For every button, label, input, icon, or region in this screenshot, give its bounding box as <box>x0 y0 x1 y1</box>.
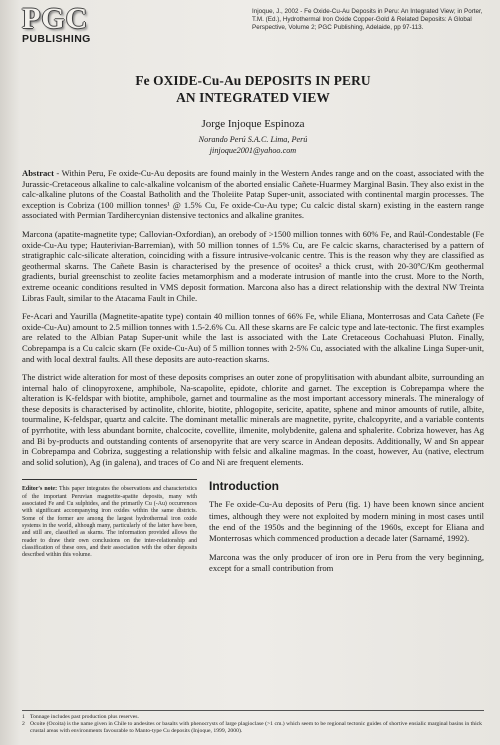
abstract-label: Abstract <box>22 168 54 178</box>
left-column <box>22 479 197 574</box>
footnote <box>22 721 484 735</box>
footnote-text: Ocoite (Ocoita) is the name given in Chile to andesites or basalts with phenocrysts of large plagioclase (>1 cm.) which seem to be regional tectonic guides of shortive ensialic marginal basins in thick crustal areas with environments favourable to Manto-type Cu deposits (Injoque, 1999, 2000). <box>30 721 483 734</box>
author-email[interactable]: jinjoque2001@yahoo.com <box>209 145 297 155</box>
author-affiliation <box>22 135 484 156</box>
title-line-2: AN INTEGRATED VIEW <box>176 90 330 105</box>
affiliation-org: Norando Perú S.A.C. Lima, Perú <box>198 135 308 144</box>
paper-title <box>22 72 484 106</box>
introduction-paragraph-2: Marcona was the only producer of iron ore in Peru from the very beginning, except for a small contribution from <box>209 552 484 574</box>
author-name: Jorge Injoque Espinoza <box>201 118 305 130</box>
footnote-number: 1 <box>22 714 25 720</box>
citation-block: Injoque, J., 2002 - Fe Oxide-Cu-Au Deposits in Peru: An Integrated View; in Porter, T.M. (Ed.), Hydrothermal Iron Oxide Copper-Gold & Related Deposits: A Global Perspective, Volume 2; PGC Publishing, Adelaide, pp 97-113. <box>252 8 483 32</box>
publisher-logo <box>22 2 112 45</box>
abstract-paragraph-3: The district wide alteration for most of these deposits comprises an outer zone of propylitisation with abundant albite, surrounding an internal halo of clinopyroxene, amphibole, Na-scapolite, epidote, chlorite and garnet. The exception is Cobrepampa where the alteration is K-feldspar with biotite, amphibole, garnet and tourmaline as the most important accessory minerals. The mineralogy of these deposits is characterised by actinolite, chlorite, biotite, phlogopite, sericite, apatite, sphene and minor amounts of rutile, albite, tourmaline, K-feldspar, quartz and calcite. The dominant metallic minerals are magnetite, pyrite, chalcopyrite, and a variable contents of pyrrhotite, with less abundant bornite, chalcocite, covellite, ilmenite, molybdenite, galena and sphalerite. Cobriza however, has Ag and Bi by-products and outstanding contents of arsenopyrite that are very scarce in Andean deposits. Additionally, W and Sn appear in Cobrepampa and Cobriza, suggesting a relationship with felsic and alkaline magmas. In the coast, however, Au (native, electrum and solid solution), Ag (in galena), and traces of Co and Ni are frequent elements. <box>22 372 484 467</box>
editors-note <box>22 479 197 559</box>
introduction-paragraph-1: The Fe oxide-Cu-Au deposits of Peru (fig. 1) have been known since ancient times, although they were not exploited by modern mining in most cases until the end of the 1950s and the beginning of the 1960s, except for Eliana and Monterrosas which commenced production a decade later (Sarnamé, 1992). <box>209 499 484 544</box>
title-line-1: Fe OXIDE-Cu-Au DEPOSITS IN PERU <box>135 73 371 88</box>
logo-wordmark: PUBLISHING <box>22 33 91 45</box>
abstract-paragraph-2: Fe-Acari and Yaurilla (Magnetite-apatite type) contain 40 million tonnes of 66% Fe, while Eliana, Monterrosas and Cata Cañete (Fe oxide-Cu-Au) amount to 2.5 million tonnes with 1.5-2.6% Cu. All these skarns are Fe calcic type and late-tectonic. The first examples are related to the Albian Patap Super-unit while the last is associated with the Late Cretaceous Cochahuasi Pluton. Finally, Cobrepampa is a Cu calcic skarn (Fe oxide-Cu-Au) of 5 million tonnes with 2-5% Cu, associated with the alkaline Linga Super-unit, and with local dextral faults. All these deposits are auto-reaction skarns. <box>22 311 484 364</box>
abstract-text: - Within Peru, Fe oxide-Cu-Au deposits are found mainly in the Western Andes range and on the coast, associated with the Jurassic-Cretaceous alkaline to calc-alkaline volcanism of the aborted ensialic Cañete-Huarmey Marginal Basin. They also exist in the calc-alkaline plutons of the Coastal Batholith and the Tholeiite Patap Super-unit, associated with continental margin processes. The exception is Cobriza (100 million tonnes¹ @ 1.5% Cu, Fe oxide-Cu-Au type; Cu calcic distal skarn) existing in the eastern range associated with Permian Tardihercynian distensive tectonics and alkaline granites. <box>22 168 484 221</box>
introduction-heading: Introduction <box>209 479 279 494</box>
editors-note-label: Editor's note: <box>22 486 58 493</box>
footnote-number: 2 <box>22 721 25 727</box>
footnote-text: Tonnage includes past production plus reserves. <box>30 714 139 720</box>
logo-mark: PGC <box>22 2 89 35</box>
footnote <box>22 714 484 721</box>
abstract-paragraph-1: Marcona (apatite-magnetite type; Callovian-Oxfordian), an orebody of >1500 million tonnes with 60% Fe, and Raúl-Condestable (Fe oxide-Cu-Au type; Hauterivian-Barremian), with 50 million tonnes of 1.5% Cu, are Fe calcic skarns, characterised by a pattern of stratigraphic calc-silicate alteration, coinciding with a fissure intrusive-volcanic centre. This is the reason why they are classified as geothermal skarns. The Cañete Basin is characterised by the presence of ocoites² a thick crust, with 20-30ºC/Km geothermal gradients, burial greenschist to zeolite facies metamorphism and a moderate intrusion of mantle into the crust. More to the North, extreme oceanic conditions resulted in VMS deposit formation. Marcona also has a direct relationship with the dextral NW Treinta Libras Fault, similar to the Atacama Fault in Chile. <box>22 228 484 303</box>
editors-note-text: This paper integrates the observations and characteristics of the important Peruvian magnetite-apatite deposits, many with associated Fe and Cu sulphides, and the primarily Cu (-Au) occurrences with significant accompanying iron oxides within the same districts. Some of the former are among the largest hydrothermal iron oxide systems in the world, although many, particularly of the latter have been, and still are, classified as skarns. The information provided allows the reader to draw their own conclusions on the inter-relationship and classification of these ores, and their association with the other deposits described within this volume. <box>22 486 197 559</box>
footnotes <box>22 710 484 735</box>
right-column <box>209 479 484 574</box>
abstract <box>22 168 484 221</box>
two-column-section <box>22 479 484 574</box>
page-header <box>22 2 484 62</box>
